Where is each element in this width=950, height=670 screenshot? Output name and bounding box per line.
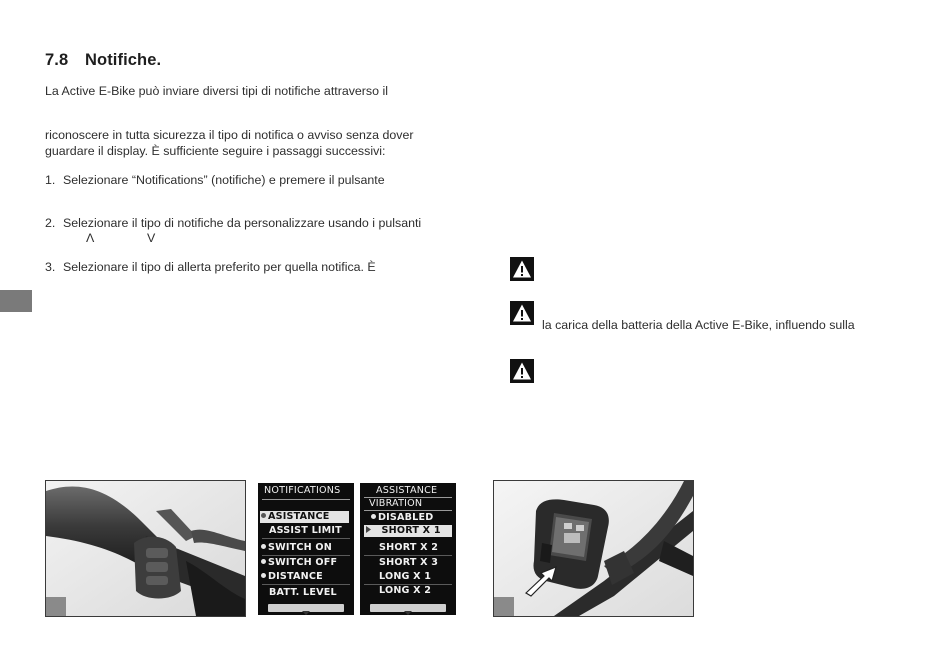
menu-item-label: ASISTANCE <box>268 511 330 522</box>
menu-item-label: DISABLED <box>378 512 434 523</box>
chapter-side-tab <box>0 290 32 312</box>
notifications-item-assist-limit[interactable]: ASSIST LIMIT <box>269 525 342 536</box>
screen-divider <box>262 538 350 539</box>
section-number: 7.8 <box>45 51 69 69</box>
screen-divider <box>262 499 350 500</box>
intro-paragraph: La Active E-Bike può inviare diversi tipi di notifiche attraverso il <box>45 84 388 98</box>
bullet-dot-icon <box>261 513 266 518</box>
triangle-down-icon <box>268 609 344 617</box>
step-1-number: 1. <box>45 173 56 187</box>
vibration-screen-title-1: ASSISTANCE <box>376 485 438 496</box>
screen-divider <box>262 555 350 556</box>
notifications-item-batt-level[interactable]: BATT. LEVEL <box>269 587 337 598</box>
caret-right-icon <box>365 525 372 534</box>
vibration-screen <box>360 483 456 615</box>
section-title: Notifiche. <box>85 51 162 69</box>
triangle-down-icon <box>370 609 446 617</box>
figure-corner-marker <box>494 597 514 616</box>
notifications-item-switch-off[interactable] <box>261 557 337 568</box>
vibration-item-short-x1[interactable] <box>364 525 452 537</box>
vibration-item-long-x2[interactable]: LONG X 2 <box>379 585 432 596</box>
up-button-symbol: Λ <box>86 231 95 245</box>
display-mount-illustration <box>494 481 693 616</box>
figure-corner-marker <box>46 597 66 616</box>
warning-triangle-icon <box>510 359 534 383</box>
bullet-dot-icon <box>261 544 266 549</box>
display-mount-photo <box>493 480 694 617</box>
scroll-down-bar[interactable] <box>268 604 344 612</box>
step-2-number: 2. <box>45 216 56 230</box>
down-button-symbol: V <box>147 231 156 245</box>
warning-2-text: la carica della batteria della Active E-Bike, influendo sulla <box>542 318 855 332</box>
menu-item-label: SWITCH OFF <box>268 557 338 568</box>
screen-divider <box>364 555 452 556</box>
vibration-item-long-x1[interactable]: LONG X 1 <box>379 571 432 582</box>
handlebar-remote-photo <box>45 480 246 617</box>
vibration-screen-title-2: VIBRATION <box>369 498 423 509</box>
recognize-line-2: guardare il display. È sufficiente seguire i passaggi successivi: <box>45 144 386 158</box>
step-1-text: Selezionare “Notifications” (notifiche) e premere il pulsante <box>63 173 385 187</box>
notifications-screen <box>258 483 354 615</box>
step-2-text: Selezionare il tipo di notifiche da personalizzare usando i pulsanti <box>63 216 422 230</box>
menu-item-label: DISTANCE <box>268 571 323 582</box>
menu-item-label: SHORT X 1 <box>381 525 441 536</box>
section-heading <box>45 51 161 70</box>
warning-triangle-icon <box>510 301 534 325</box>
warning-triangle-icon <box>510 257 534 281</box>
screen-divider <box>262 584 350 585</box>
bullet-dot-icon <box>261 573 266 578</box>
recognize-line-1: riconoscere in tutta sicurezza il tipo di notifica o avviso senza dover <box>45 128 414 142</box>
notifications-item-distance[interactable] <box>261 571 323 582</box>
handlebar-remote-illustration <box>46 481 245 616</box>
vibration-item-disabled[interactable] <box>371 512 433 523</box>
notifications-item-switch-on[interactable] <box>261 542 332 553</box>
vibration-item-short-x3[interactable]: SHORT X 3 <box>379 557 439 568</box>
menu-item-label: SWITCH ON <box>268 542 333 553</box>
step-3-number: 3. <box>45 260 56 274</box>
screen-divider <box>364 510 452 511</box>
bullet-dot-icon <box>371 514 376 519</box>
bullet-dot-icon <box>261 559 266 564</box>
step-3-text: Selezionare il tipo di allerta preferito per quella notifica. È <box>63 260 376 274</box>
vibration-item-short-x2[interactable]: SHORT X 2 <box>379 542 439 553</box>
notifications-item-asistance[interactable] <box>260 511 349 523</box>
notifications-screen-title: NOTIFICATIONS <box>264 485 341 496</box>
scroll-down-bar[interactable] <box>370 604 446 612</box>
